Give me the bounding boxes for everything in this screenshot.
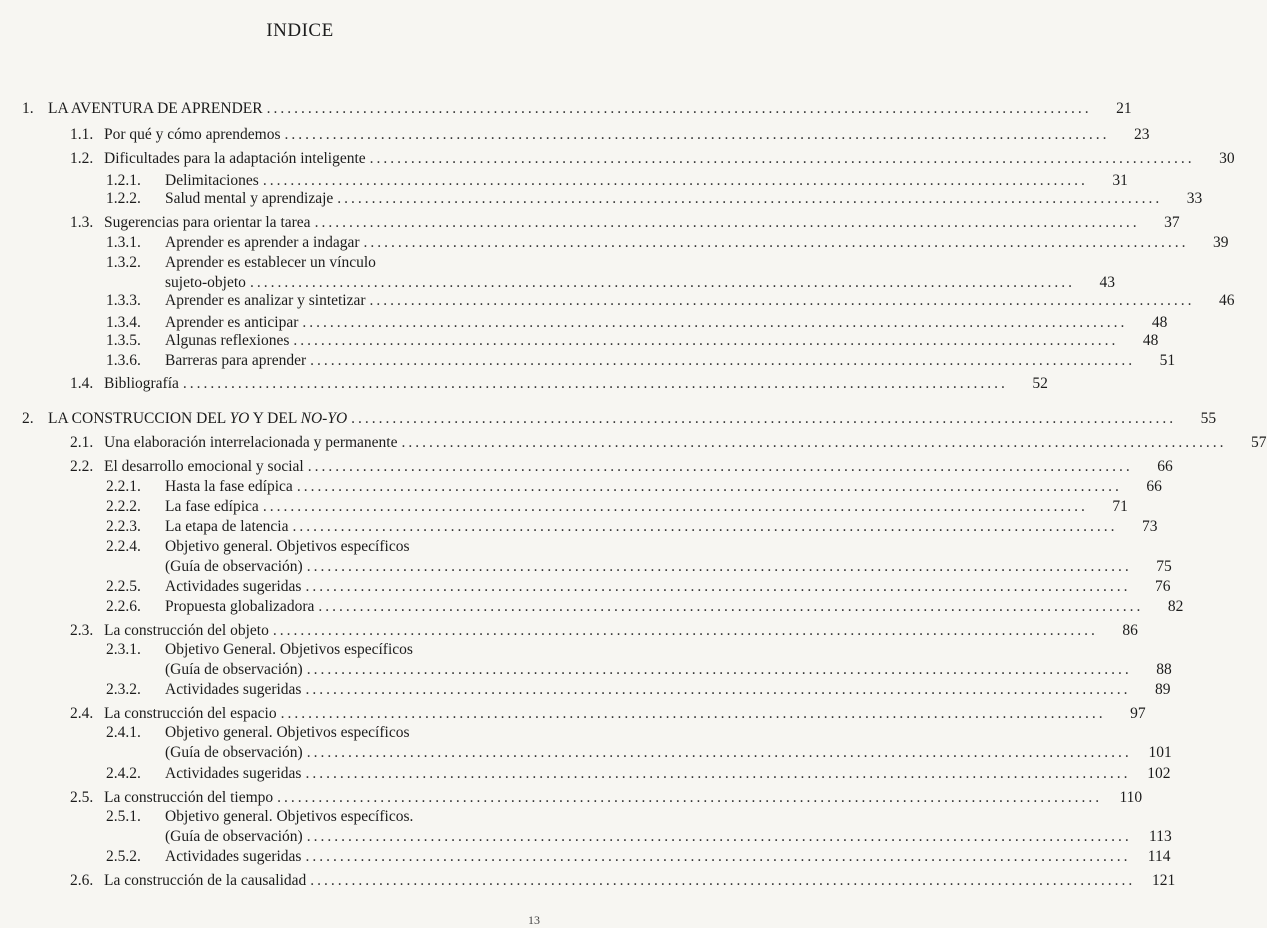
toc-entry-continuation: (Guía de observación) bbox=[165, 828, 303, 845]
toc-entry-number: 1. bbox=[22, 100, 34, 117]
toc-entry-number: 1.1. bbox=[70, 126, 94, 143]
toc-leader-dots: ........................................................................................................................ bbox=[249, 274, 1075, 291]
toc-entry bbox=[22, 410, 1217, 428]
toc-leader-dots: ........................................................................................................................ bbox=[262, 498, 1088, 515]
toc-entry-title bbox=[48, 410, 347, 428]
toc-leader-dots: ........................................................................................................................ bbox=[310, 872, 1136, 889]
toc-entry-page: 89 bbox=[1154, 681, 1171, 698]
toc-entry bbox=[106, 558, 1172, 576]
toc-entry-page: 21 bbox=[1116, 100, 1132, 117]
toc-entry-page: 97 bbox=[1130, 705, 1146, 722]
toc-entry-page: 37 bbox=[1164, 214, 1180, 231]
toc-leader-dots: ........................................................................................................................ bbox=[293, 332, 1119, 349]
toc-entry-title: Aprender es establecer un vínculo bbox=[165, 254, 376, 271]
toc-entry-title: Objetivo general. Objetivos específicos. bbox=[165, 808, 414, 825]
toc-entry-title: La construcción del tiempo bbox=[104, 789, 274, 806]
toc-entry bbox=[70, 375, 1048, 393]
toc-entry-title: Actividades sugeridas bbox=[165, 578, 302, 595]
toc-entry-number: 2.4. bbox=[70, 705, 94, 722]
toc-entry bbox=[70, 622, 1138, 640]
toc-entry bbox=[22, 100, 1132, 118]
toc-entry-title: El desarrollo emocional y social bbox=[104, 458, 304, 475]
toc-entry-page: 31 bbox=[1112, 172, 1128, 189]
toc-entry bbox=[106, 498, 1128, 516]
toc-entry-page: 46 bbox=[1219, 292, 1235, 309]
toc-entry-number: 2.5.2. bbox=[106, 848, 141, 865]
toc-entry bbox=[106, 744, 1172, 762]
toc-entry-number: 2.2.5. bbox=[106, 578, 141, 595]
toc-entry bbox=[70, 458, 1173, 476]
toc-leader-dots: ........................................................................................................................ bbox=[284, 126, 1110, 143]
toc-entry-page: 75 bbox=[1156, 558, 1172, 575]
toc-entry-number: 1.3.6. bbox=[106, 352, 141, 369]
toc-entry-title: Algunas reflexiones bbox=[165, 332, 290, 349]
toc-entry-title: Actividades sugeridas bbox=[165, 848, 302, 865]
toc-entry-page: 48 bbox=[1151, 314, 1168, 331]
toc-leader-dots: ........................................................................................................................ bbox=[307, 458, 1133, 475]
toc-leader-dots: ........................................................................................................................ bbox=[369, 150, 1195, 167]
toc-entry bbox=[106, 190, 1203, 208]
toc-entry-number: 1.2. bbox=[70, 150, 94, 167]
toc-entry-title: Actividades sugeridas bbox=[165, 681, 302, 698]
toc-entry-page: 121 bbox=[1152, 872, 1176, 889]
toc-entry-page: 33 bbox=[1186, 190, 1203, 207]
toc-leader-dots: ........................................................................................................................ bbox=[302, 314, 1128, 331]
toc-leader-dots: ........................................................................................................................ bbox=[363, 234, 1189, 251]
toc-leader-dots: ........................................................................................................................ bbox=[305, 848, 1131, 865]
toc-leader-dots: ........................................................................................................................ bbox=[292, 518, 1118, 535]
toc-entry-page: 102 bbox=[1147, 765, 1171, 782]
toc-entry-title: La fase edípica bbox=[165, 498, 259, 515]
toc-leader-dots: ........................................................................................................................ bbox=[266, 100, 1092, 117]
toc-entry-number: 2.4.1. bbox=[106, 724, 141, 741]
toc-entry bbox=[70, 126, 1150, 144]
toc-entry-page: 88 bbox=[1156, 661, 1172, 678]
toc-entry bbox=[106, 828, 1172, 846]
toc-entry bbox=[70, 150, 1235, 168]
toc-entry-number: 2.5. bbox=[70, 789, 94, 806]
toc-entry bbox=[106, 292, 1235, 310]
toc-entry bbox=[106, 478, 1162, 496]
toc-entry bbox=[106, 848, 1171, 866]
toc-entry-page: 52 bbox=[1032, 375, 1048, 392]
toc-entry-number: 2.2.4. bbox=[106, 538, 141, 555]
toc-entry-continuation: sujeto-objeto bbox=[165, 274, 246, 291]
toc-entry-title: La construcción de la causalidad bbox=[104, 872, 307, 889]
toc-entry-page: 66 bbox=[1146, 478, 1162, 495]
toc-entry-number: 2. bbox=[22, 410, 34, 427]
toc-entry-page: 101 bbox=[1148, 744, 1172, 761]
toc-leader-dots: ........................................................................................................................ bbox=[296, 478, 1122, 495]
toc-leader-dots: ........................................................................................................................ bbox=[306, 558, 1132, 575]
toc-leader-dots: ........................................................................................................................ bbox=[369, 292, 1195, 309]
toc-entry-page: 76 bbox=[1154, 578, 1171, 595]
toc-entry bbox=[106, 352, 1176, 370]
toc-entry-title: Aprender es analizar y sintetizar bbox=[165, 292, 366, 309]
toc-leader-dots: ........................................................................................................................ bbox=[305, 765, 1131, 782]
toc-entry bbox=[106, 274, 1115, 292]
toc-entry-title: Objetivo General. Objetivos específicos bbox=[165, 641, 413, 658]
toc-entry-number: 2.6. bbox=[70, 872, 94, 889]
toc-leader-dots: ........................................................................................................................ bbox=[337, 190, 1163, 207]
toc-entry bbox=[70, 872, 1176, 890]
toc-entry-number: 2.2.3. bbox=[106, 518, 141, 535]
toc-entry-number: 1.4. bbox=[70, 375, 94, 392]
toc-leader-dots: ........................................................................................................................ bbox=[401, 434, 1227, 451]
toc-entry-page: 57 bbox=[1251, 434, 1267, 451]
toc-entry-page: 82 bbox=[1167, 598, 1184, 615]
toc-entry-page: 66 bbox=[1157, 458, 1173, 475]
toc-leader-dots: ........................................................................................................................ bbox=[305, 681, 1131, 698]
toc-entry-page: 73 bbox=[1142, 518, 1158, 535]
toc-entry-number: 2.3.1. bbox=[106, 641, 141, 658]
toc-entry-number: 1.2.1. bbox=[106, 172, 141, 189]
toc-entry bbox=[106, 578, 1171, 596]
toc-entry-title-part: Y DEL bbox=[249, 410, 301, 427]
toc-entry bbox=[106, 332, 1159, 350]
toc-entry-continuation: (Guía de observación) bbox=[165, 558, 303, 575]
toc-entry-page: 48 bbox=[1142, 332, 1159, 349]
toc-leader-dots: ........................................................................................................................ bbox=[272, 622, 1098, 639]
toc-entry bbox=[70, 214, 1180, 232]
toc-entry-number: 1.2.2. bbox=[106, 190, 141, 207]
toc-entry-continuation: (Guía de observación) bbox=[165, 661, 303, 678]
toc-entry-number: 2.3. bbox=[70, 622, 94, 639]
toc-entry-title: La construcción del objeto bbox=[104, 622, 269, 639]
toc-entry bbox=[106, 598, 1184, 616]
toc-entry-number: 2.5.1. bbox=[106, 808, 141, 825]
toc-entry bbox=[106, 234, 1229, 252]
toc-entry-number: 1.3.5. bbox=[106, 332, 141, 349]
toc-entry-title: La etapa de latencia bbox=[165, 518, 289, 535]
toc-entry bbox=[106, 681, 1171, 699]
toc-entry bbox=[106, 518, 1158, 536]
toc-entry bbox=[106, 765, 1171, 783]
toc-entry-number: 2.3.2. bbox=[106, 681, 141, 698]
toc-entry bbox=[106, 314, 1168, 332]
toc-entry-title: La construcción del espacio bbox=[104, 705, 277, 722]
toc-entry-number: 1.3.3. bbox=[106, 292, 141, 309]
toc-entry-title: Salud mental y aprendizaje bbox=[165, 190, 334, 207]
toc-entry-title: Delimitaciones bbox=[165, 172, 259, 189]
toc-entry-title: Una elaboración interrelacionada y permanente bbox=[104, 434, 398, 451]
page-title: INDICE bbox=[266, 20, 334, 41]
toc-entry-title: Dificultades para la adaptación inteligente bbox=[104, 150, 366, 167]
toc-entry-page: 71 bbox=[1112, 498, 1128, 515]
toc-entry-title: Objetivo general. Objetivos específicos bbox=[165, 724, 410, 741]
toc-entry bbox=[106, 661, 1172, 679]
toc-entry-title: Aprender es aprender a indagar bbox=[165, 234, 360, 251]
toc-entry-page: 51 bbox=[1159, 352, 1176, 369]
toc-entry-page: 114 bbox=[1147, 848, 1171, 865]
toc-entry-title: Hasta la fase edípica bbox=[165, 478, 293, 495]
toc-entry-first-line bbox=[106, 724, 409, 742]
toc-entry-title: LA AVENTURA DE APRENDER bbox=[48, 100, 263, 117]
toc-entry-title: Actividades sugeridas bbox=[165, 765, 302, 782]
toc-entry-title-part: LA CONSTRUCCION DEL bbox=[48, 410, 230, 427]
toc-entry-number: 1.3. bbox=[70, 214, 94, 231]
toc-entry-continuation: (Guía de observación) bbox=[165, 744, 303, 761]
toc-entry-first-line bbox=[106, 254, 376, 272]
toc-entry-number: 2.4.2. bbox=[106, 765, 141, 782]
toc-entry bbox=[106, 172, 1128, 190]
toc-entry-title: Sugerencias para orientar la tarea bbox=[104, 214, 311, 231]
toc-leader-dots: ........................................................................................................................ bbox=[277, 789, 1103, 806]
toc-entry-first-line bbox=[106, 538, 409, 556]
toc-entry-page: 23 bbox=[1134, 126, 1150, 143]
toc-entry-number: 2.1. bbox=[70, 434, 94, 451]
toc-entry-page: 39 bbox=[1213, 234, 1229, 251]
page-corner-mark: 13 bbox=[528, 913, 540, 927]
toc-entry-number: 2.2.2. bbox=[106, 498, 141, 515]
toc-entry-number: 1.3.4. bbox=[106, 314, 141, 331]
toc-entry-page: 110 bbox=[1119, 789, 1143, 806]
toc-leader-dots: ........................................................................................................................ bbox=[306, 661, 1132, 678]
toc-leader-dots: ........................................................................................................................ bbox=[314, 214, 1140, 231]
toc-entry-page: 55 bbox=[1200, 410, 1217, 427]
toc-leader-dots: ........................................................................................................................ bbox=[306, 828, 1132, 845]
toc-leader-dots: ........................................................................................................................ bbox=[351, 410, 1177, 427]
toc-entry-page: 86 bbox=[1122, 622, 1138, 639]
toc-leader-dots: ........................................................................................................................ bbox=[182, 375, 1008, 392]
toc-entry-page: 113 bbox=[1149, 828, 1172, 845]
toc-entry-title-part: YO bbox=[229, 410, 250, 427]
toc-entry-title: Objetivo general. Objetivos específicos bbox=[165, 538, 410, 555]
toc-entry-title: Bibliografía bbox=[104, 375, 179, 392]
toc-entry bbox=[70, 705, 1146, 723]
toc-entry-first-line bbox=[106, 808, 413, 826]
toc-leader-dots: ........................................................................................................................ bbox=[318, 598, 1144, 615]
toc-entry bbox=[70, 789, 1143, 807]
toc-entry-number: 1.3.2. bbox=[106, 254, 141, 271]
toc-entry-first-line bbox=[106, 641, 413, 659]
toc-leader-dots: ........................................................................................................................ bbox=[280, 705, 1106, 722]
toc-entry-page: 43 bbox=[1099, 274, 1115, 291]
toc-leader-dots: ........................................................................................................................ bbox=[306, 744, 1132, 761]
toc-entry-number: 2.2.1. bbox=[106, 478, 141, 495]
toc-entry-title: Barreras para aprender bbox=[165, 352, 307, 369]
toc-entry-page: 30 bbox=[1219, 150, 1235, 167]
toc-leader-dots: ........................................................................................................................ bbox=[305, 578, 1131, 595]
toc-entry bbox=[70, 434, 1267, 452]
toc-leader-dots: ........................................................................................................................ bbox=[310, 352, 1136, 369]
toc-entry-number: 1.3.1. bbox=[106, 234, 141, 251]
toc-entry-title: Por qué y cómo aprendemos bbox=[104, 126, 281, 143]
toc-entry-title-part: NO-YO bbox=[300, 410, 348, 427]
toc-entry-title: Aprender es anticipar bbox=[165, 314, 299, 331]
toc-entry-number: 2.2.6. bbox=[106, 598, 141, 615]
toc-entry-number: 2.2. bbox=[70, 458, 94, 475]
toc-leader-dots: ........................................................................................................................ bbox=[262, 172, 1088, 189]
toc-entry-title: Propuesta globalizadora bbox=[165, 598, 315, 615]
